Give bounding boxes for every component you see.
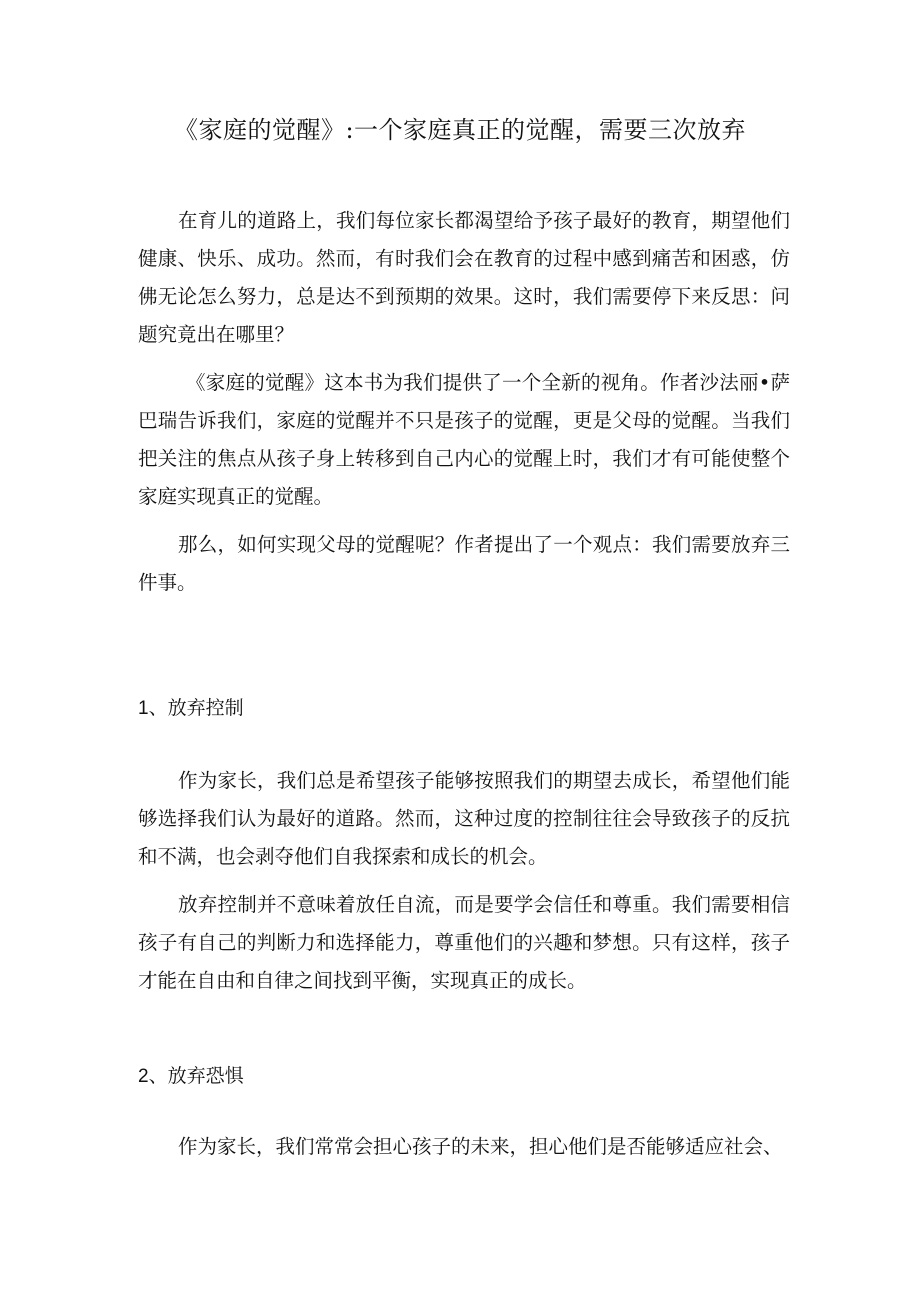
section-number: 2 xyxy=(138,1066,149,1087)
section-separator: 、 xyxy=(148,1065,168,1087)
section-heading-2 xyxy=(138,1061,244,1092)
paragraph: 作为家长，我们常常会担心孩子的未来，担心他们是否能够适应社会、 xyxy=(178,1135,783,1158)
paragraph: 《家庭的觉醒》这本书为我们提供了一个全新的视角。作者沙法丽•萨巴瑞告诉我们，家庭的觉醒并不只是孩子的觉醒，更是父母的觉醒。当我们把关注的焦点从孩子身上转移到自己内心的觉醒上时，我们才有可能使整个家庭实现真正的觉醒。 xyxy=(138,371,790,508)
section-number: 1 xyxy=(138,698,149,719)
document-title: 《家庭的觉醒》:一个家庭真正的觉醒，需要三次放弃 xyxy=(173,116,747,144)
section-title: 放弃恐惧 xyxy=(167,1065,244,1087)
intro-paragraphs xyxy=(138,202,790,602)
paragraph: 放弃控制并不意味着放任自流，而是要学会信任和尊重。我们需要相信孩子有自己的判断力和选择能力，尊重他们的兴趣和梦想。只有这样，孩子才能在自由和自律之间找到平衡，实现真正的成长。 xyxy=(138,893,790,992)
section-separator: 、 xyxy=(148,697,168,719)
paragraph: 作为家长，我们总是希望孩子能够按照我们的期望去成长，希望他们能够选择我们认为最好的道路。然而，这种过度的控制往往会导致孩子的反抗和不满，也会剥夺他们自我探索和成长的机会。 xyxy=(138,769,790,868)
section-2-paragraphs xyxy=(138,1128,790,1166)
section-1-paragraphs xyxy=(138,762,790,1000)
paragraph: 在育儿的道路上，我们每位家长都渴望给予孩子最好的教育，期望他们健康、快乐、成功。然而，有时我们会在教育的过程中感到痛苦和困惑，仿佛无论怎么努力，总是达不到预期的效果。这时，我们需要停下来反思：问题究竟出在哪里？ xyxy=(138,209,790,346)
section-heading-1 xyxy=(138,693,244,724)
paragraph: 那么，如何实现父母的觉醒呢？作者提出了一个观点：我们需要放弃三件事。 xyxy=(138,533,790,594)
section-title: 放弃控制 xyxy=(167,697,244,719)
